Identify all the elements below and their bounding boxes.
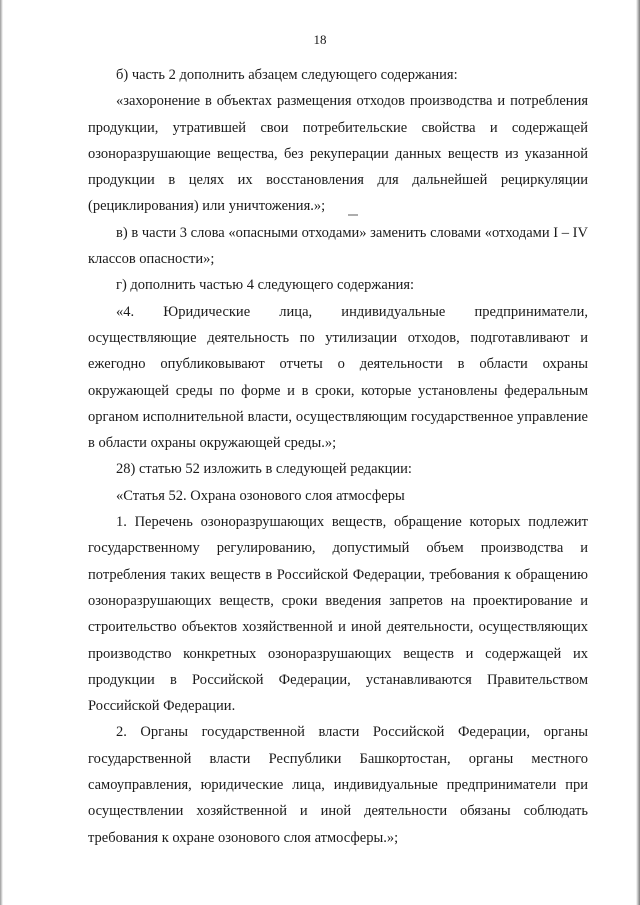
- paragraph-g-intro: г) дополнить частью 4 следующего содержания:: [116, 277, 415, 294]
- paragraph-b-intro: б) часть 2 дополнить абзацем следующего содержания:: [116, 67, 458, 83]
- article-52-part-1: 1. Перечень озоноразрушающих веществ, обращение которых подлежит государственному регулированию, допустимый объем производства и потребления таких веществ в Российской Федерации, требования к обращению озоноразрушающих веществ, сроки введения запретов на проектирование и строительство объектов хозяйственной и иной деятельности, осуществляющих производство конкретных озоноразрушающих веществ и содержащей их продукции в Российской Федерации, устанавливаются Правительством Российской Федерации.: [88, 514, 588, 715]
- page-number: 18: [313, 32, 327, 47]
- article-52-part-2: 2. Органы государственной власти Российской Федерации, органы государственной власти Республики Башкортостан, органы местного самоуправления, юридические лица, индивидуальные предприниматели при осуществлении хозяйственной и иной деятельности обязаны соблюдать требования к охране озонового слоя атмосферы.»;: [88, 724, 588, 846]
- scan-edge-left: [0, 0, 3, 905]
- paragraph-v-replace: в) в части 3 слова «опасными отходами» заменить словами «отходами I – IV классов опасности»;: [88, 224, 588, 268]
- paragraph-part-4: «4. Юридические лица, индивидуальные предприниматели, осуществляющие деятельность по утилизации отходов, подготавливают и ежегодно опубликовывают отчеты о деятельности в области охраны окружающей среды по форме и в сроки, которые установлены федеральным органом исполнительной власти, осуществляющим государственное управление в области охраны окружающей среды.»;: [88, 303, 588, 452]
- scan-edge-right: [636, 0, 640, 905]
- paragraph-burial-text: «захоронение в объектах размещения отходов производства и потребления продукции, утратившей свои потребительские свойства и содержащей озоноразрушающие вещества, без рекуперации данных веществ из указанной продукции в целях их восстановления для дальнейшей рециркуляции (рециклирования) или уничтожения.»;: [88, 93, 588, 215]
- article-52-title: «Статья 52. Охрана озонового слоя атмосферы: [116, 487, 405, 504]
- paragraph-28-intro: 28) статью 52 изложить в следующей редакции:: [116, 461, 412, 478]
- document-body: [88, 62, 588, 851]
